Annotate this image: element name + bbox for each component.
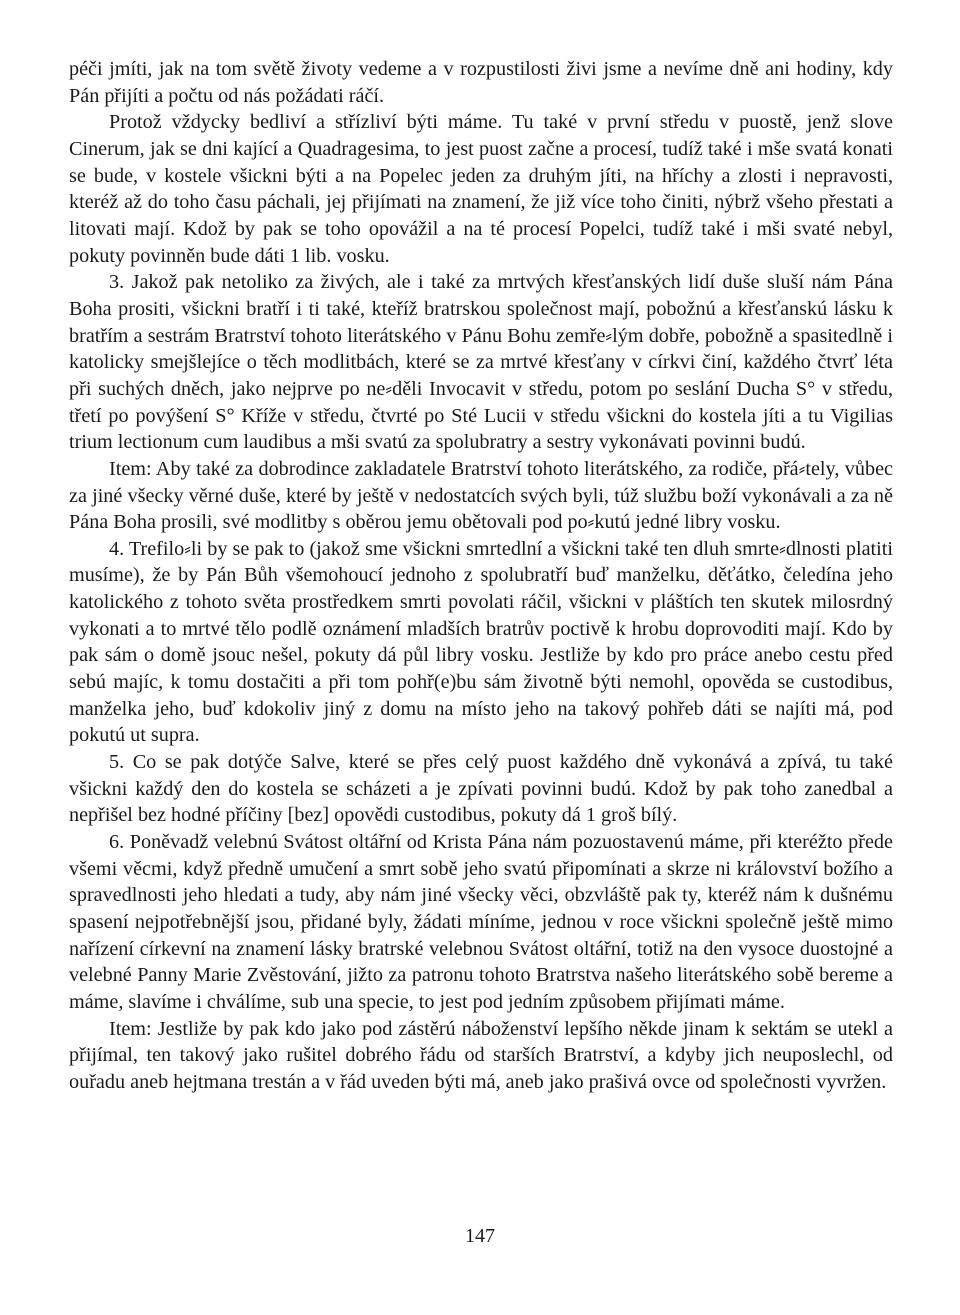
paragraph-article-5: 5. Co se pak dotýče Salve, které se přes celý puost každého dně vykonává a zpívá, tu také všickni každý den do kostela se scházeti a je zpívati povinni budú. Kdož by pak toho zanedbal a nepřišel bez hodné příčiny [bez] opovědi custodibus, pokuty dá 1 groš bílý. (69, 751, 893, 827)
paragraph-continuation: péči jmíti, jak na tom světě životy vedeme a v rozpustilosti živi jsme a nevíme dně ani hodiny, kdy Pán přijíti a počtu od nás požádati ráčí. (69, 58, 893, 107)
paragraph-article-4: 4. Trefilo⸗li by se pak to (jakož sme všickni smrtedlní a všickni také ten dluh smrte⸗dlnosti platiti musíme), že by Pán Bůh všemohoucí jednoho z spolubratří buď manželku, děťátko, čeledína jeho katolického z tohoto světa prostředkem smrti povolati ráčil, všickni v pláštích ten skutek milosrdný vykonati a to mrtvé tělo podlě oznámení mladších bratrův poctivě k hrobu doprovoditi mají. Kdo by pak sám o domě jsouc nešel, pokuty dá půl libry vosku. Jestliže by kdo pro práce anebo cestu před sebú majíc, k tomu dostačiti a při tom pohř(e)bu sám životně býti nemohl, opověda se custodibus, manželka jeho, buď kdokoliv jiný z domu na místo jeho na takový pohřeb dáti se najíti má, pod pokutú ut supra. (69, 537, 893, 747)
paragraph-article-3: 3. Jakož pak netoliko za živých, ale i také za mrtvých křesťanských lidí duše sluší nám Pána Boha prositi, všickni bratří i ti také, kteříž bratrskou společnost mají, pobožnú a křesťanskú lásku k bratřím a sestrám Bratrství tohoto literátského v Pánu Bohu zemře⸗lým dobře, pobožně a spasitedlně i katolicky smejšlejíce o těch modlitbách, které se za mrtvé křesťany v církvi činí, každého čtvrť léta při suchých dněch, jako nejprve po ne⸗děli Invocavit v středu, potom po seslání Ducha S° v středu, třetí po povýšení S° Kříže v středu, čtvrté po Sté Lucii v středu všickni do kostela jíti a tu Vigilias trium lectionum cum laudibus a mši svatú za spolubratry a sestry vykonávati povinni budú. (69, 271, 893, 454)
paragraph-article-6: 6. Poněvadž velebnú Svátost oltářní od Krista Pána nám pozuostavenú máme, při kteréžto přede všemi věcmi, když předně umučení a smrt sobě jeho svatú připomínati a skrze ni království božího a spravedlnosti jeho hledati a tudy, aby nám jiné všecky věci, obzvláště pak ty, kteréž nám k dušnému spasení nejpotřebnější jsou, přidané byly, žádati míníme, jednou v roce všickni společně ještě mimo nařízení církevní na znamení lásky bratrské velebnou Svátost oltářní, totiž na den vysoce duostojné a velebné Panny Marie Zvěstování, jižto za patronu tohoto Bratrstva našeho literátského sobě bereme a máme, slavíme i chválíme, sub una specie, to jest pod jedním způsobem přijímati máme. (69, 831, 893, 1013)
paragraph-item-benefactors: Item: Aby také za dobrodince zakladatele Bratrství tohoto literátského, za rodiče, přá⸗tely, vůbec za jiné všecky věrné duše, které by ještě v nedostatcích svých byli, túž službu boží vykonávali a za ně Pána Boha prosili, své modlitby s oběrou jemu obětovali pod po⸗kutú jedné libry vosku. (69, 457, 893, 534)
page-number: 147 (465, 1225, 495, 1247)
paragraph-item-sects: Item: Jestliže by pak kdo jako pod zástěrú náboženství lepšího někde jinam k sektám se utekl a přijímal, ten takový jako rušitel dobrého řádu od starších Bratrství, a kdyby jich neuposlechl, od ouřadu aneb hejtmana trestán a v řád uveden býti má, aneb jako prašivá ovce od společnosti vyvržen. (69, 1017, 893, 1093)
paragraph-ash-wednesday: Protož vždycky bedliví a střízliví býti máme. Tu také v první středu v puostě, jenž slove Cinerum, jak se dni kající a Quadragesima, to jest puost začne a procesí, tudíž také i mše svatá konati se bude, v kostele všickni býti a na Popelec jeden za druhým jíti, na hříchy a zlosti i nepravosti, kteréž až do toho času páchali, jej přijímati na znamení, že již více toho činiti, nýbrž všeho přestati a litovati mají. Kdož by pak se toho opovážil a na té procesí Popelci, tudíž také i mši svaté nebyl, pokuty povinněn bude dáti 1 lib. vosku. (69, 111, 893, 267)
document-page (69, 56, 893, 1096)
